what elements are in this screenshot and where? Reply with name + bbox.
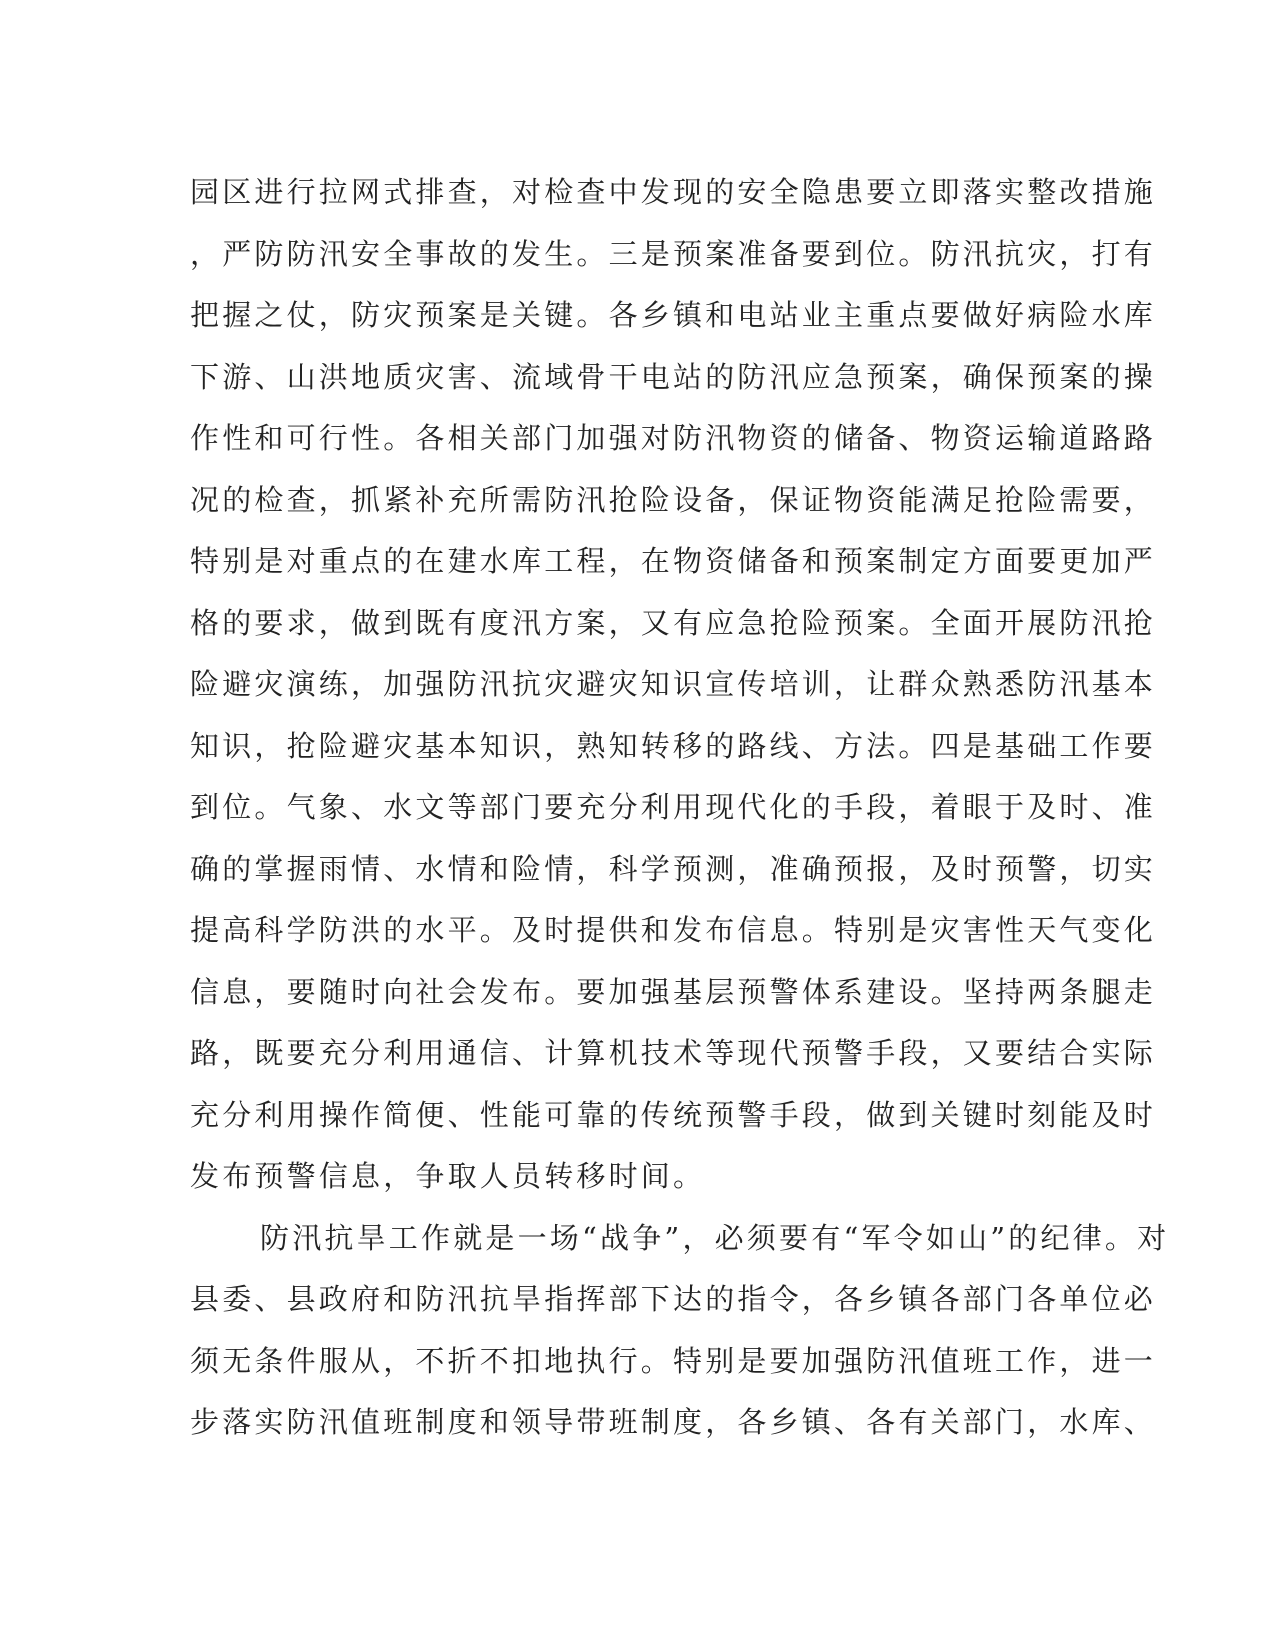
text-line: 确的掌握雨情、水情和险情，科学预测，准确预报，及时预警，切实 bbox=[190, 851, 1157, 886]
text-line: 下游、山洪地质灾害、流域骨干电站的防汛应急预案，确保预案的操 bbox=[190, 359, 1157, 394]
text-line: 知识，抢险避灾基本知识，熟知转移的路线、方法。四是基础工作要 bbox=[190, 728, 1157, 763]
text-line: 园区进行拉网式排查，对检查中发现的安全隐患要立即落实整改措施 bbox=[190, 175, 1157, 209]
paragraph-start-line: 防汛抗旱工作就是一场“战争”，必须要有“军令如山”的纪律。对 bbox=[260, 1220, 1170, 1255]
text-line: 把握之仗，防灾预案是关键。各乡镇和电站业主重点要做好病险水库 bbox=[190, 298, 1157, 332]
text-line: 格的要求，做到既有度汛方案，又有应急抢险预案。全面开展防汛抢 bbox=[190, 605, 1157, 640]
text-line: 特别是对重点的在建水库工程，在物资储备和预案制定方面要更加严 bbox=[190, 544, 1157, 578]
text-line: 发布预警信息，争取人员转移时间。 bbox=[190, 1159, 706, 1193]
text-line: 信息，要随时向社会发布。要加强基层预警体系建设。坚持两条腿走 bbox=[190, 974, 1157, 1009]
text-line: 提高科学防洪的水平。及时提供和发布信息。特别是灾害性天气变化 bbox=[190, 913, 1157, 947]
text-line: 须无条件服从，不折不扣地执行。特别是要加强防汛值班工作，进一 bbox=[190, 1343, 1157, 1378]
text-line: 到位。气象、水文等部门要充分利用现代化的手段，着眼于及时、准 bbox=[190, 790, 1157, 824]
text-line: 险避灾演练，加强防汛抗灾避灾知识宣传培训，让群众熟悉防汛基本 bbox=[190, 667, 1157, 701]
text-line: ，严防防汛安全事故的发生。三是预案准备要到位。防汛抗灾，打有 bbox=[190, 236, 1157, 271]
text-line: 县委、县政府和防汛抗旱指挥部下达的指令，各乡镇各部门各单位必 bbox=[190, 1282, 1157, 1316]
text-line: 路，既要充分利用通信、计算机技术等现代预警手段，又要结合实际 bbox=[190, 1036, 1157, 1070]
body-text bbox=[190, 162, 1170, 1454]
text-line: 况的检查，抓紧补充所需防汛抢险设备，保证物资能满足抢险需要， bbox=[190, 482, 1157, 517]
text-line: 作性和可行性。各相关部门加强对防汛物资的储备、物资运输道路路 bbox=[190, 421, 1157, 455]
text-line: 步落实防汛值班制度和领导带班制度，各乡镇、各有关部门，水库、 bbox=[190, 1405, 1157, 1439]
text-line: 充分利用操作简便、性能可靠的传统预警手段，做到关键时刻能及时 bbox=[190, 1097, 1157, 1132]
